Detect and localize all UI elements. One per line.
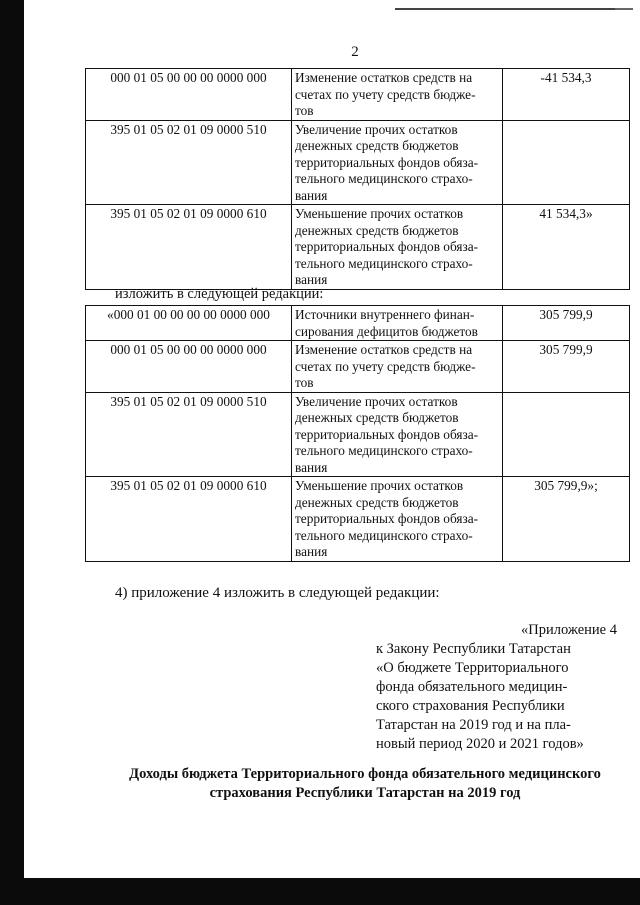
table-row xyxy=(86,69,630,121)
instruction-text: 4) приложение 4 изложить в следующей редакции: xyxy=(115,585,440,601)
appendix-line: «О бюджете Территориального xyxy=(376,660,569,676)
scan-bottom-edge xyxy=(0,878,640,905)
classification-code: 000 01 05 00 00 00 0000 000 xyxy=(86,341,292,393)
appendix-caption xyxy=(376,621,617,754)
document-heading xyxy=(95,765,635,803)
heading-line: Доходы бюджета Территориального фонда обязательного медицинского xyxy=(129,766,601,782)
classification-code: 395 01 05 02 01 09 0000 610 xyxy=(86,477,292,562)
amount: 305 799,9 xyxy=(503,306,630,341)
item-name: Изменение остатков средств на счетах по учету средств бюдже- тов xyxy=(292,69,503,121)
classification-code: 395 01 05 02 01 09 0000 510 xyxy=(86,120,292,205)
item-name: Уменьшение прочих остатков денежных средств бюджетов территориальных фондов обяза- тельного медицинского страхо- вания xyxy=(292,477,503,562)
item-name: Увеличение прочих остатков денежных средств бюджетов территориальных фондов обяза- тельного медицинского страхо- вания xyxy=(292,120,503,205)
amount: 305 799,9 xyxy=(503,341,630,393)
classification-code: «000 01 00 00 00 00 0000 000 xyxy=(86,306,292,341)
amount: 305 799,9»; xyxy=(503,477,630,562)
classification-code: 000 01 05 00 00 00 0000 000 xyxy=(86,69,292,121)
table-row xyxy=(86,306,630,341)
appendix-title: «Приложение 4 xyxy=(521,622,617,638)
item-name: Источники внутреннего финан- сирования дефицитов бюджетов xyxy=(292,306,503,341)
budget-sources-table-new xyxy=(85,305,630,562)
amount: -41 534,3 xyxy=(503,69,630,121)
table-row xyxy=(86,205,630,290)
heading-line: страхования Республики Татарстан на 2019 год xyxy=(209,785,521,801)
appendix-line: ского страхования Республики xyxy=(376,698,565,714)
item-name: Увеличение прочих остатков денежных средств бюджетов территориальных фондов обяза- тельного медицинского страхо- вания xyxy=(292,392,503,477)
amount: 41 534,3» xyxy=(503,205,630,290)
scan-top-dash xyxy=(615,8,633,10)
instruction-text: изложить в следующей редакции: xyxy=(115,286,324,302)
appendix-line: к Закону Республики Татарстан xyxy=(376,641,571,657)
table-row xyxy=(86,341,630,393)
classification-code: 395 01 05 02 01 09 0000 510 xyxy=(86,392,292,477)
appendix-line: фонда обязательного медицин- xyxy=(376,679,568,695)
item-name: Уменьшение прочих остатков денежных средств бюджетов территориальных фондов обяза- тельного медицинского страхо- вания xyxy=(292,205,503,290)
amount xyxy=(503,392,630,477)
budget-sources-table-old xyxy=(85,68,630,290)
appendix-line: Татарстан на 2019 год и на пла- xyxy=(376,717,571,733)
table-row xyxy=(86,392,630,477)
scan-top-line xyxy=(395,8,615,10)
scan-left-edge xyxy=(0,0,24,905)
appendix-line: новый период 2020 и 2021 годов» xyxy=(376,736,584,752)
table-row xyxy=(86,120,630,205)
item-name: Изменение остатков средств на счетах по учету средств бюдже- тов xyxy=(292,341,503,393)
classification-code: 395 01 05 02 01 09 0000 610 xyxy=(86,205,292,290)
table-row xyxy=(86,477,630,562)
amount xyxy=(503,120,630,205)
page-number: 2 xyxy=(351,44,359,60)
